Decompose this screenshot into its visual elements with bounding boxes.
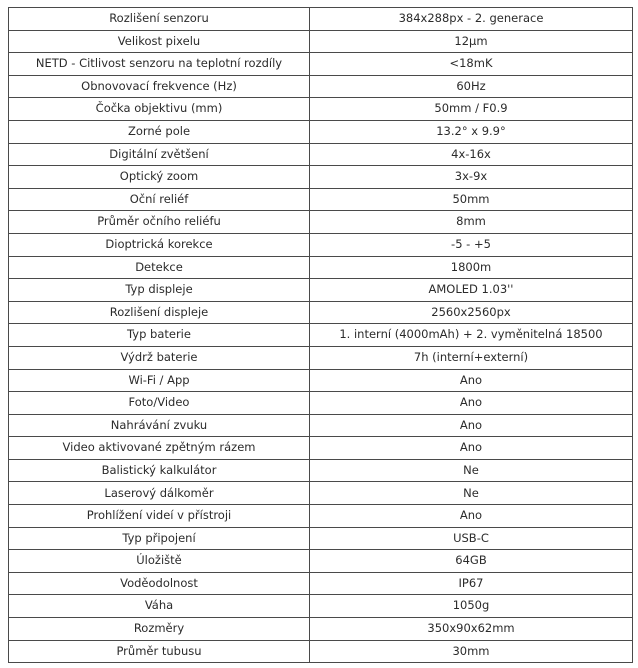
spec-value: 64GB <box>310 550 633 573</box>
table-row <box>9 120 633 143</box>
spec-label: Průměr očního reliéfu <box>9 211 310 234</box>
spec-value: -5 - +5 <box>310 233 633 256</box>
spec-label: Rozměry <box>9 618 310 641</box>
spec-value: Ne <box>310 459 633 482</box>
spec-label: Oční reliéf <box>9 188 310 211</box>
table-row <box>9 459 633 482</box>
table-row <box>9 75 633 98</box>
spec-label: Rozlišení displeje <box>9 301 310 324</box>
spec-label: Typ displeje <box>9 279 310 302</box>
spec-label: Detekce <box>9 256 310 279</box>
spec-value: 30mm <box>310 640 633 663</box>
table-row <box>9 301 633 324</box>
spec-value: 8mm <box>310 211 633 234</box>
spec-value: Ano <box>310 505 633 528</box>
spec-value: 3x-9x <box>310 166 633 189</box>
spec-value: 2560x2560px <box>310 301 633 324</box>
spec-label: Velikost pixelu <box>9 30 310 53</box>
spec-value: 50mm <box>310 188 633 211</box>
spec-value: USB-C <box>310 527 633 550</box>
spec-label: Dioptrická korekce <box>9 233 310 256</box>
table-row <box>9 550 633 573</box>
spec-label: Úložiště <box>9 550 310 573</box>
table-row <box>9 279 633 302</box>
spec-label: Voděodolnost <box>9 572 310 595</box>
spec-value: 60Hz <box>310 75 633 98</box>
table-row <box>9 572 633 595</box>
spec-label: Prohlížení videí v přístroji <box>9 505 310 528</box>
table-row <box>9 505 633 528</box>
spec-table <box>8 7 633 663</box>
spec-value: AMOLED 1.03'' <box>310 279 633 302</box>
spec-value: 384x288px - 2. generace <box>310 8 633 31</box>
table-row <box>9 346 633 369</box>
spec-value: 50mm / F0.9 <box>310 98 633 121</box>
spec-value: 13.2° x 9.9° <box>310 120 633 143</box>
spec-label: Wi-Fi / App <box>9 369 310 392</box>
spec-value: Ano <box>310 392 633 415</box>
table-row <box>9 256 633 279</box>
table-row <box>9 233 633 256</box>
table-row <box>9 8 633 31</box>
spec-label: Balistický kalkulátor <box>9 459 310 482</box>
table-row <box>9 98 633 121</box>
table-row <box>9 143 633 166</box>
spec-value: 1. interní (4000mAh) + 2. vyměnitelná 18500 <box>310 324 633 347</box>
spec-value: Ano <box>310 414 633 437</box>
spec-label: Typ připojení <box>9 527 310 550</box>
table-row <box>9 482 633 505</box>
spec-value: IP67 <box>310 572 633 595</box>
table-row <box>9 188 633 211</box>
spec-label: Nahrávání zvuku <box>9 414 310 437</box>
spec-value: 1800m <box>310 256 633 279</box>
spec-label: Výdrž baterie <box>9 346 310 369</box>
spec-table-body <box>9 8 633 663</box>
spec-label: Digitální zvětšení <box>9 143 310 166</box>
spec-label: Průměr tubusu <box>9 640 310 663</box>
spec-label: Váha <box>9 595 310 618</box>
spec-value: <18mK <box>310 53 633 76</box>
spec-value: 4x-16x <box>310 143 633 166</box>
table-row <box>9 30 633 53</box>
spec-value: 7h (interní+externí) <box>310 346 633 369</box>
spec-label: Čočka objektivu (mm) <box>9 98 310 121</box>
spec-label: Rozlišení senzoru <box>9 8 310 31</box>
spec-label: Optický zoom <box>9 166 310 189</box>
spec-label: NETD - Citlivost senzoru na teplotní rozdíly <box>9 53 310 76</box>
table-row <box>9 324 633 347</box>
spec-value: 350x90x62mm <box>310 618 633 641</box>
table-row <box>9 640 633 663</box>
spec-value: Ne <box>310 482 633 505</box>
spec-label: Obnovovací frekvence (Hz) <box>9 75 310 98</box>
table-row <box>9 437 633 460</box>
spec-label: Video aktivované zpětným rázem <box>9 437 310 460</box>
table-row <box>9 392 633 415</box>
table-row <box>9 595 633 618</box>
table-row <box>9 527 633 550</box>
spec-value: 1050g <box>310 595 633 618</box>
spec-label: Zorné pole <box>9 120 310 143</box>
spec-label: Typ baterie <box>9 324 310 347</box>
spec-value: 12μm <box>310 30 633 53</box>
table-row <box>9 211 633 234</box>
table-row <box>9 53 633 76</box>
spec-label: Laserový dálkoměr <box>9 482 310 505</box>
spec-label: Foto/Video <box>9 392 310 415</box>
spec-value: Ano <box>310 437 633 460</box>
spec-value: Ano <box>310 369 633 392</box>
table-row <box>9 618 633 641</box>
table-row <box>9 369 633 392</box>
table-row <box>9 414 633 437</box>
table-row <box>9 166 633 189</box>
